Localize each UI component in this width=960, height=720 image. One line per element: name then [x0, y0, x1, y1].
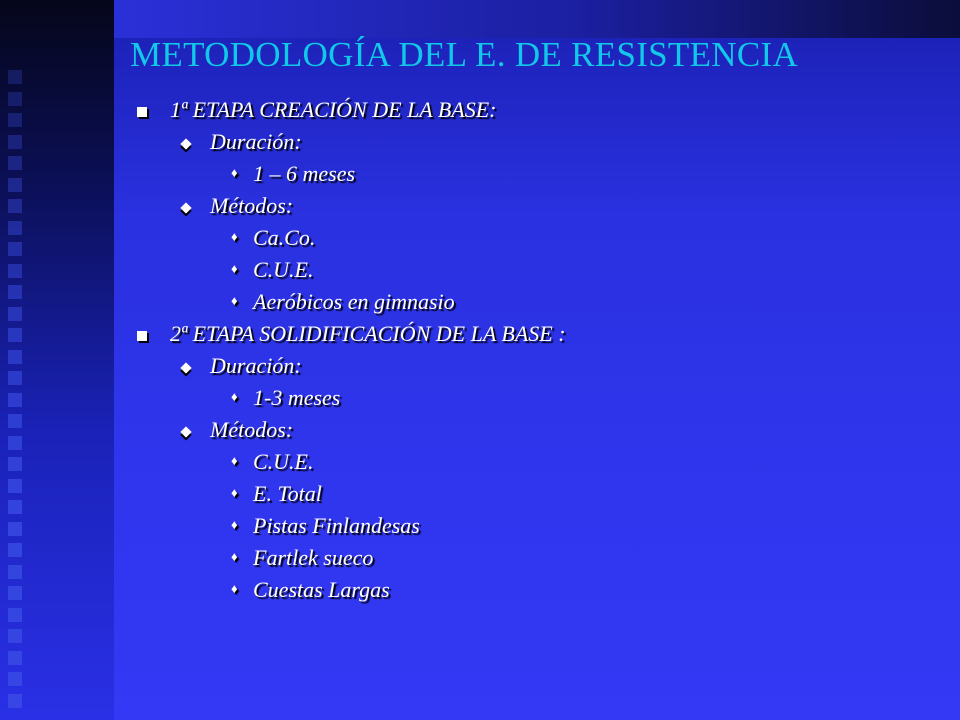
decorative-square [8, 393, 22, 407]
small-diamond-bullet-icon: ♦ [231, 517, 238, 532]
bullet-item-level-3: Cuestas Largas [253, 577, 390, 602]
small-diamond-bullet-icon: ♦ [231, 165, 238, 180]
small-diamond-bullet-icon: ♦ [231, 453, 238, 468]
bullet-item-level-3: E. Total [253, 481, 322, 506]
decorative-square [8, 92, 22, 106]
decorative-square [8, 586, 22, 600]
decorative-square [8, 70, 22, 84]
decorative-square [8, 414, 22, 428]
small-diamond-bullet-icon: ♦ [231, 261, 238, 276]
decorative-square [8, 629, 22, 643]
square-bullet-icon [137, 331, 147, 341]
small-diamond-bullet-icon: ♦ [231, 229, 238, 244]
decorative-square [8, 565, 22, 579]
decorative-square [8, 651, 22, 665]
diamond-bullet-icon [180, 138, 191, 149]
bullet-item-level-3: Aeróbicos en gimnasio [253, 289, 455, 314]
bullet-item-level-3: Fartlek sueco [253, 545, 374, 570]
decorative-square [8, 522, 22, 536]
decorative-square [8, 479, 22, 493]
diamond-bullet-icon [180, 362, 191, 373]
small-diamond-bullet-icon: ♦ [231, 389, 238, 404]
decorative-square [8, 307, 22, 321]
decorative-square [8, 694, 22, 708]
decorative-square [8, 178, 22, 192]
bullet-item-level-2: Métodos: [210, 193, 294, 218]
bullet-item-level-1: 1ª ETAPA CREACIÓN DE LA BASE: [170, 97, 497, 122]
small-diamond-bullet-icon: ♦ [231, 485, 238, 500]
decorative-square [8, 328, 22, 342]
decorative-square [8, 457, 22, 471]
decorative-square [8, 221, 22, 235]
decorative-square [8, 156, 22, 170]
small-diamond-bullet-icon: ♦ [231, 549, 238, 564]
top-decorative-band [114, 0, 960, 38]
bullet-item-level-3: C.U.E. [253, 257, 314, 282]
left-square-strip [0, 0, 30, 720]
bullet-item-level-2: Duración: [210, 353, 302, 378]
decorative-square [8, 608, 22, 622]
bullet-item-level-3: Ca.Co. [253, 225, 316, 250]
bullet-item-level-3: C.U.E. [253, 449, 314, 474]
bullet-item-level-2: Duración: [210, 129, 302, 154]
bullet-item-level-2: Métodos: [210, 417, 294, 442]
decorative-square [8, 199, 22, 213]
small-diamond-bullet-icon: ♦ [231, 581, 238, 596]
decorative-square [8, 242, 22, 256]
bullet-item-level-3: 1-3 meses [253, 385, 341, 410]
decorative-square [8, 135, 22, 149]
diamond-bullet-icon [180, 426, 191, 437]
decorative-square [8, 285, 22, 299]
decorative-square [8, 543, 22, 557]
decorative-square [8, 350, 22, 364]
decorative-square [8, 113, 22, 127]
decorative-square [8, 264, 22, 278]
bullet-item-level-3: 1 – 6 meses [253, 161, 356, 186]
decorative-square [8, 371, 22, 385]
small-diamond-bullet-icon: ♦ [231, 293, 238, 308]
decorative-square [8, 436, 22, 450]
bullet-item-level-3: Pistas Finlandesas [253, 513, 420, 538]
slide-title: METODOLOGÍA DEL E. DE RESISTENCIA [130, 35, 799, 74]
bullet-item-level-1: 2ª ETAPA SOLIDIFICACIÓN DE LA BASE : [170, 321, 566, 346]
diamond-bullet-icon [180, 202, 191, 213]
square-bullet-icon [137, 107, 147, 117]
decorative-square [8, 500, 22, 514]
decorative-square [8, 672, 22, 686]
